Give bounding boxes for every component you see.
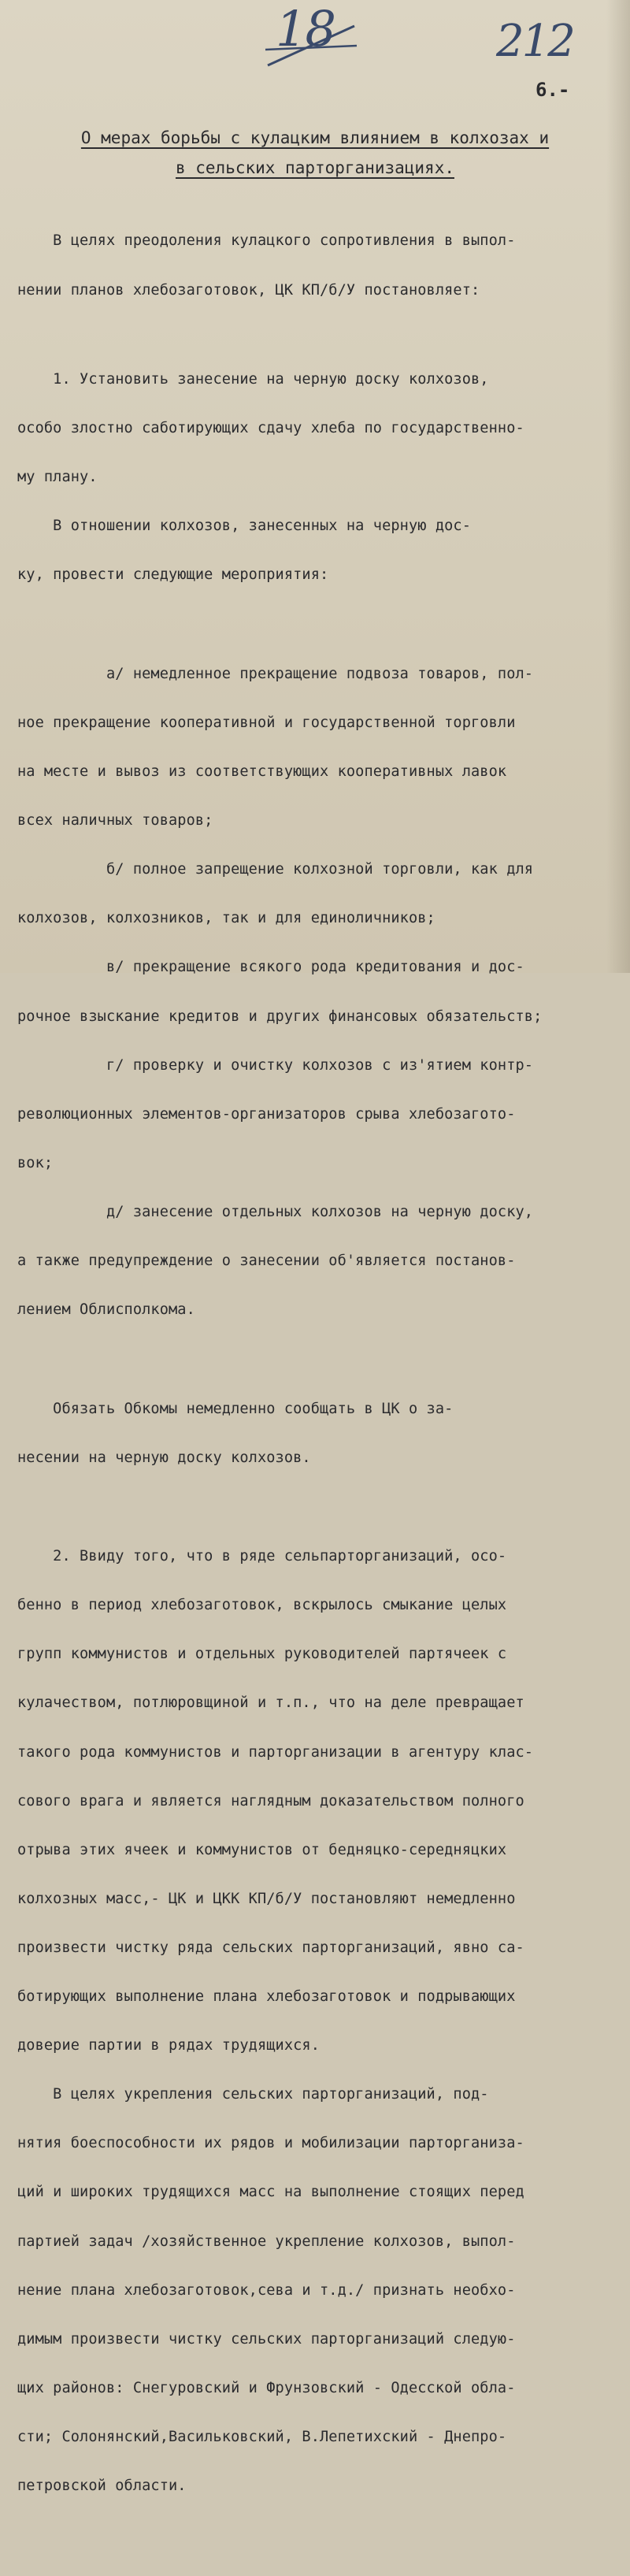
body-line: на месте и вывоз из соответствующих кооперативных лавок — [17, 763, 507, 781]
body-line: ку, провести следующие мероприятия: — [17, 566, 329, 584]
body-line: ботирующих выполнение плана хлебозаготовок и подрывающих — [17, 1988, 516, 2006]
body-line: а также предупреждение о занесении об'является постанов- — [17, 1253, 516, 1269]
body-line: В целях преодоления кулацкого сопротивления в выпол- — [17, 232, 516, 250]
body-line: сти; Солонянский,Васильковский, В.Лепетихский - Днепро- — [17, 2428, 507, 2445]
body-line: петровской области. — [17, 2477, 187, 2494]
body-line: произвести чистку ряда сельских парторганизаций, явно са- — [17, 1939, 524, 1956]
body-line: бенно в период хлебозаготовок, вскрылось смыкание целых — [17, 1597, 507, 1614]
body-line: В отношении колхозов, занесенных на черную дос- — [17, 518, 472, 535]
title-line-2-text: в сельских парторганизациях. — [175, 158, 454, 177]
body-line: лением Облисполкома. — [17, 1301, 195, 1319]
handwritten-number-left: 18 — [276, 0, 335, 58]
body-line: колхозов, колхозников, так и для единоличников; — [17, 910, 435, 927]
strike-through-mark — [264, 22, 358, 69]
body-line: доверие партии в рядах трудящихся. — [17, 2037, 321, 2054]
body-line: групп коммунистов и отдельных руководителей партячеек с — [17, 1646, 507, 1663]
body-line: нение плана хлебозаготовок,сева и т.д./ признать необхо- — [17, 2281, 516, 2299]
body-line: му плану. — [17, 469, 98, 486]
body-line: колхозных масс,- ЦК и ЦКК КП/б/У постановляют немедленно — [17, 1890, 516, 1907]
body-line: партией задач /хозяйственное укрепление колхозов, выпол- — [17, 2233, 516, 2250]
handwritten-number-right: 212 — [496, 16, 573, 67]
body-line: рочное взыскание кредитов и других финансовых обязательств; — [17, 1008, 543, 1025]
body-line: в/ прекращение всякого рода кредитования и дос- — [17, 959, 524, 976]
spacer — [17, 332, 616, 340]
body-line: кулачеством, потлюровщиной и т.п., что на деле превращает — [17, 1694, 524, 1712]
body-line — [17, 2527, 616, 2544]
body-line: особо злостно саботирующих сдачу хлеба по государственно- — [17, 420, 524, 437]
body-line: 1. Установить занесение на черную доску колхозов, — [17, 371, 489, 388]
body-line: г/ проверку и очистку колхозов с из'ятием контр- — [17, 1056, 534, 1074]
body-line: нении планов хлебозаготовок, ЦК КП/б/У постановляет: — [17, 281, 480, 299]
document-body — [17, 201, 616, 2576]
body-line: д/ занесение отдельных колхозов на черную доску, — [17, 1203, 534, 1220]
body-line: димым произвести чистку сельских парторганизаций следую- — [17, 2330, 516, 2348]
body-line: отрыва этих ячеек и коммунистов от бедняцко-середняцких — [17, 1841, 507, 1858]
body-line: несении на черную доску колхозов. — [17, 1449, 311, 1466]
body-line: а/ немедленное прекращение подвоза товаров, пол- — [17, 665, 534, 682]
body-line: вок; — [17, 1154, 54, 1171]
body-line: щих районов: Снегуровский и Фрунзовский - Одесской обла- — [17, 2379, 516, 2396]
body-line: такого рода коммунистов и парторганизации в агентуру клас- — [17, 1743, 534, 1761]
title-line-2 — [0, 158, 630, 178]
body-line: В целях укрепления сельских парторганизаций, под- — [17, 2086, 489, 2103]
body-line: б/ полное запрещение колхозной торговли, как для — [17, 861, 534, 878]
body-line: 2. Ввиду того, что в ряде сельпарторганизаций, осо- — [17, 1548, 507, 1565]
page-number: 6.- — [536, 79, 570, 101]
spacer — [17, 1499, 616, 1516]
title-line-1-text: О мерах борьбы с кулацким влиянием в колхозах и — [80, 128, 550, 147]
body-line: всех наличных товаров; — [17, 812, 213, 830]
body-line: Обязать Обкомы немедленно сообщать в ЦК о за- — [17, 1400, 454, 1417]
body-line: революционных элементов-организаторов срыва хлебозагото- — [17, 1105, 516, 1123]
title-line-1 — [0, 128, 630, 148]
page-edge-shadow — [606, 0, 630, 973]
body-line: нятия боеспособности их рядов и мобилизации парторганиза- — [17, 2135, 524, 2152]
spacer — [17, 1351, 616, 1368]
body-line: сового врага и является наглядным доказательством полного — [17, 1792, 524, 1810]
spacer — [17, 616, 616, 633]
body-line: ций и широких трудящихся масс на выполнение стоящих перед — [17, 2184, 524, 2201]
body-line: ное прекращение кооперативной и государственной торговли — [17, 714, 516, 731]
